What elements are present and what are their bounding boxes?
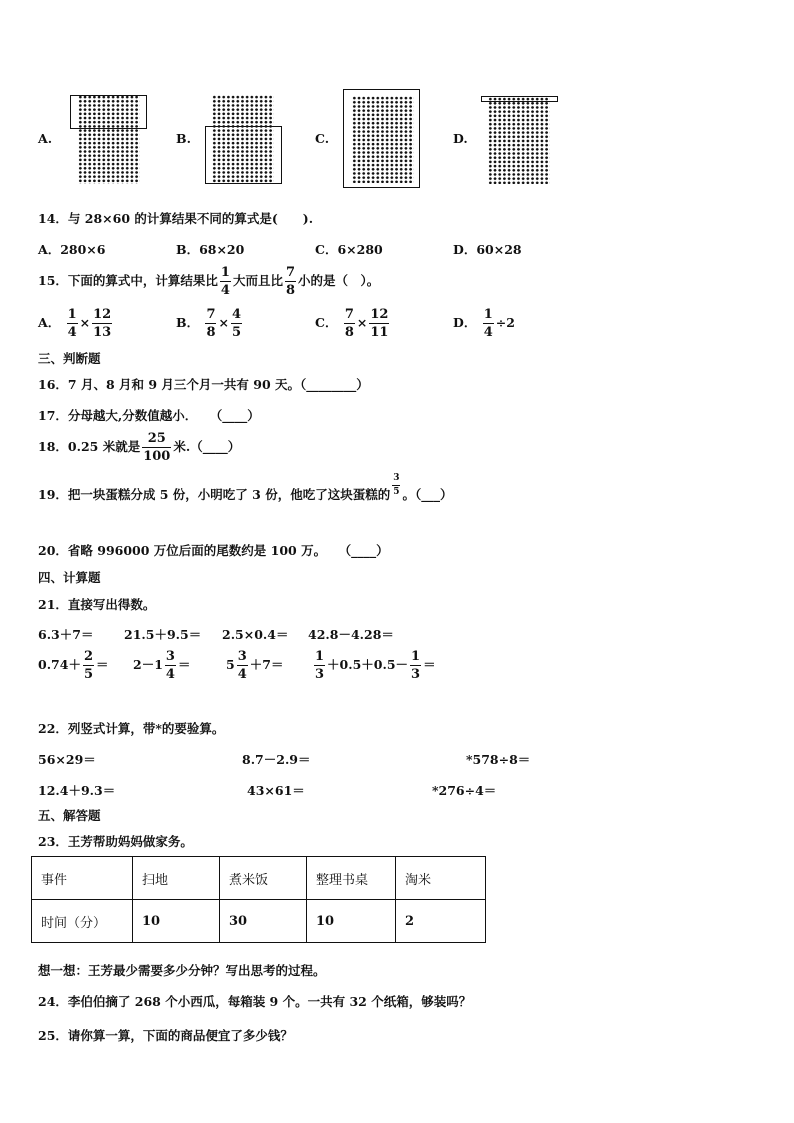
- denominator: 5: [231, 325, 242, 340]
- q15-prompt: [38, 266, 379, 297]
- denominator: 4: [237, 667, 247, 682]
- table-cell: 30: [220, 900, 307, 943]
- table-cell: 10: [307, 900, 396, 943]
- text: 2－1: [133, 657, 163, 672]
- table-cell: 10: [133, 900, 220, 943]
- denominator: 5: [393, 487, 400, 497]
- option-letter: D．: [453, 315, 477, 330]
- q21-item: [226, 650, 283, 681]
- q14-prompt: 14．与 28×60 的计算结果不同的算式是( ).: [38, 211, 314, 226]
- numerator: 7: [285, 265, 296, 280]
- fraction: [231, 308, 242, 339]
- text: ＝: [177, 657, 191, 672]
- q16: 16．7 月、8 月和 9 月三个月一共有 90 天。（________）: [38, 377, 369, 392]
- denominator: 5: [83, 667, 93, 682]
- text: ＋7＝: [249, 657, 284, 672]
- frame: [205, 126, 282, 184]
- section-word-problems-heading: 五、解答题: [38, 808, 101, 823]
- numerator: 12: [370, 307, 389, 322]
- q15-prompt-b: 大而且比: [232, 273, 283, 288]
- table-header-cell: 扫地: [133, 857, 220, 900]
- q13-option-c-letter: C.: [315, 131, 330, 146]
- q13-option-a-letter: A.: [38, 131, 53, 146]
- text: 5: [226, 657, 235, 672]
- q21-item: 6.3＋7＝: [38, 627, 94, 642]
- q22-item: 56×29＝: [38, 752, 96, 767]
- text: ＝: [96, 657, 109, 672]
- numerator: 1: [483, 307, 493, 322]
- table-header-cell: 事件: [32, 857, 133, 900]
- denominator: 100: [143, 449, 171, 464]
- chores-table: [31, 856, 486, 943]
- q21-item: 42.8－4.28＝: [308, 627, 394, 642]
- dot-grid: [488, 97, 550, 184]
- q19: [38, 473, 453, 507]
- q18-text-a: 18．0.25 米就是: [38, 439, 141, 454]
- q22-prompt: 22．列竖式计算，带*的要验算。: [38, 721, 225, 736]
- numerator: 7: [206, 307, 216, 322]
- numerator: 3: [165, 649, 175, 664]
- fraction: [483, 308, 494, 339]
- numerator: 12: [93, 307, 112, 322]
- denominator: 3: [315, 667, 325, 682]
- frame: [343, 89, 420, 188]
- q21-item: [38, 650, 109, 681]
- table-header-cell: 煮米饭: [220, 857, 307, 900]
- denominator: 3: [411, 667, 421, 682]
- fraction: [410, 650, 421, 681]
- table-cell: 2: [396, 900, 486, 943]
- option-letter: C．: [315, 315, 338, 330]
- fraction-low: [220, 266, 231, 297]
- numerator: 3: [393, 473, 400, 483]
- numerator: 25: [147, 431, 166, 446]
- denominator: 4: [220, 283, 230, 298]
- table-row: [32, 857, 486, 900]
- denominator: 8: [285, 283, 296, 298]
- numerator: 1: [67, 307, 77, 322]
- q22-item: 8.7－2.9＝: [242, 752, 311, 767]
- numerator: 1: [220, 265, 230, 280]
- q21-item: 2.5×0.4＝: [222, 627, 289, 642]
- fraction: [83, 650, 94, 681]
- q24: 24．李伯伯摘了 268 个小西瓜，每箱装 9 个。一共有 32 个纸箱，够装吗？: [38, 994, 472, 1009]
- operator: ×: [79, 315, 91, 330]
- fraction: [67, 308, 78, 339]
- fraction: [92, 308, 112, 339]
- operator: ÷2: [495, 315, 515, 330]
- operator: ×: [356, 315, 368, 330]
- q21-item: [133, 650, 190, 681]
- q19-text-a: 19．把一块蛋糕分成 5 份，小明吃了 3 份，他吃了这块蛋糕的: [38, 487, 391, 502]
- q15-option-d: [453, 308, 515, 339]
- fraction: [142, 432, 171, 463]
- q18: [38, 432, 240, 463]
- denominator: 4: [483, 325, 493, 340]
- q14-option-c: C．6×280: [315, 242, 383, 257]
- fraction: [369, 308, 389, 339]
- q25: 25．请你算一算，下面的商品便宜了多少钱？: [38, 1028, 293, 1043]
- table-header-cell: 淘米: [396, 857, 486, 900]
- q15-option-a: [38, 308, 114, 339]
- denominator: 8: [206, 325, 216, 340]
- q21-prompt: 21．直接写出得数。: [38, 597, 156, 612]
- q19-text-b: 。（___）: [402, 487, 453, 502]
- fraction: [344, 308, 355, 339]
- option-letter: A．: [38, 315, 61, 330]
- fraction: [392, 474, 400, 497]
- text: 0.74＋: [38, 657, 81, 672]
- q20: 20．省略 996000 万位后面的尾数约是 100 万。 （____）: [38, 543, 389, 558]
- q22-item: *276÷4＝: [432, 783, 497, 798]
- denominator: 8: [344, 325, 354, 340]
- text: ＋0.5＋0.5－: [327, 657, 409, 672]
- numerator: 7: [344, 307, 354, 322]
- q22-item: 43×61＝: [247, 783, 305, 798]
- q14-option-b: B．68×20: [176, 242, 245, 257]
- denominator: 4: [165, 667, 175, 682]
- fraction: [165, 650, 176, 681]
- numerator: 1: [315, 649, 325, 664]
- table-cell: 时间（分）: [32, 900, 133, 943]
- denominator: 11: [370, 325, 389, 340]
- numerator: 3: [237, 649, 247, 664]
- q15-option-b: [176, 308, 244, 339]
- option-letter: B．: [176, 315, 200, 330]
- denominator: 4: [67, 325, 77, 340]
- q21-item: 21.5＋9.5＝: [124, 627, 202, 642]
- frame: [481, 96, 558, 102]
- q21-item: [312, 650, 436, 681]
- fraction: [205, 308, 216, 339]
- operator: ×: [218, 315, 229, 330]
- q18-text-b: 米.（____）: [173, 439, 241, 454]
- fraction: [314, 650, 325, 681]
- q23-prompt: 23．王芳帮助妈妈做家务。: [38, 834, 193, 849]
- denominator: 13: [93, 325, 112, 340]
- section-judgement-heading: 三、判断题: [38, 351, 101, 366]
- fraction-high: [285, 266, 296, 297]
- q22-item: 12.4＋9.3＝: [38, 783, 116, 798]
- table-header-cell: 整理书桌: [307, 857, 396, 900]
- section-calculation-heading: 四、计算题: [38, 570, 101, 585]
- q15-prompt-a: 15．下面的算式中，计算结果比: [38, 273, 218, 288]
- numerator: 1: [411, 649, 421, 664]
- q23-followup: 想一想：王芳最少需要多少分钟？写出思考的过程。: [38, 963, 326, 978]
- q15-prompt-c: 小的是（ ）。: [298, 273, 380, 288]
- q14-option-a: A．280×6: [38, 242, 106, 257]
- numerator: 4: [231, 307, 242, 322]
- q15-option-c: [315, 308, 391, 339]
- fraction: [237, 650, 248, 681]
- q22-item: *578÷8＝: [466, 752, 531, 767]
- numerator: 2: [83, 649, 93, 664]
- q17: 17．分母越大,分数值越小． （____）: [38, 408, 260, 423]
- text: ＝: [423, 657, 436, 672]
- table-row: [32, 900, 486, 943]
- q13-option-d-letter: D.: [453, 131, 468, 146]
- q14-option-d: D．60×28: [453, 242, 522, 257]
- frame: [70, 95, 147, 129]
- q13-option-b-letter: B.: [176, 131, 191, 146]
